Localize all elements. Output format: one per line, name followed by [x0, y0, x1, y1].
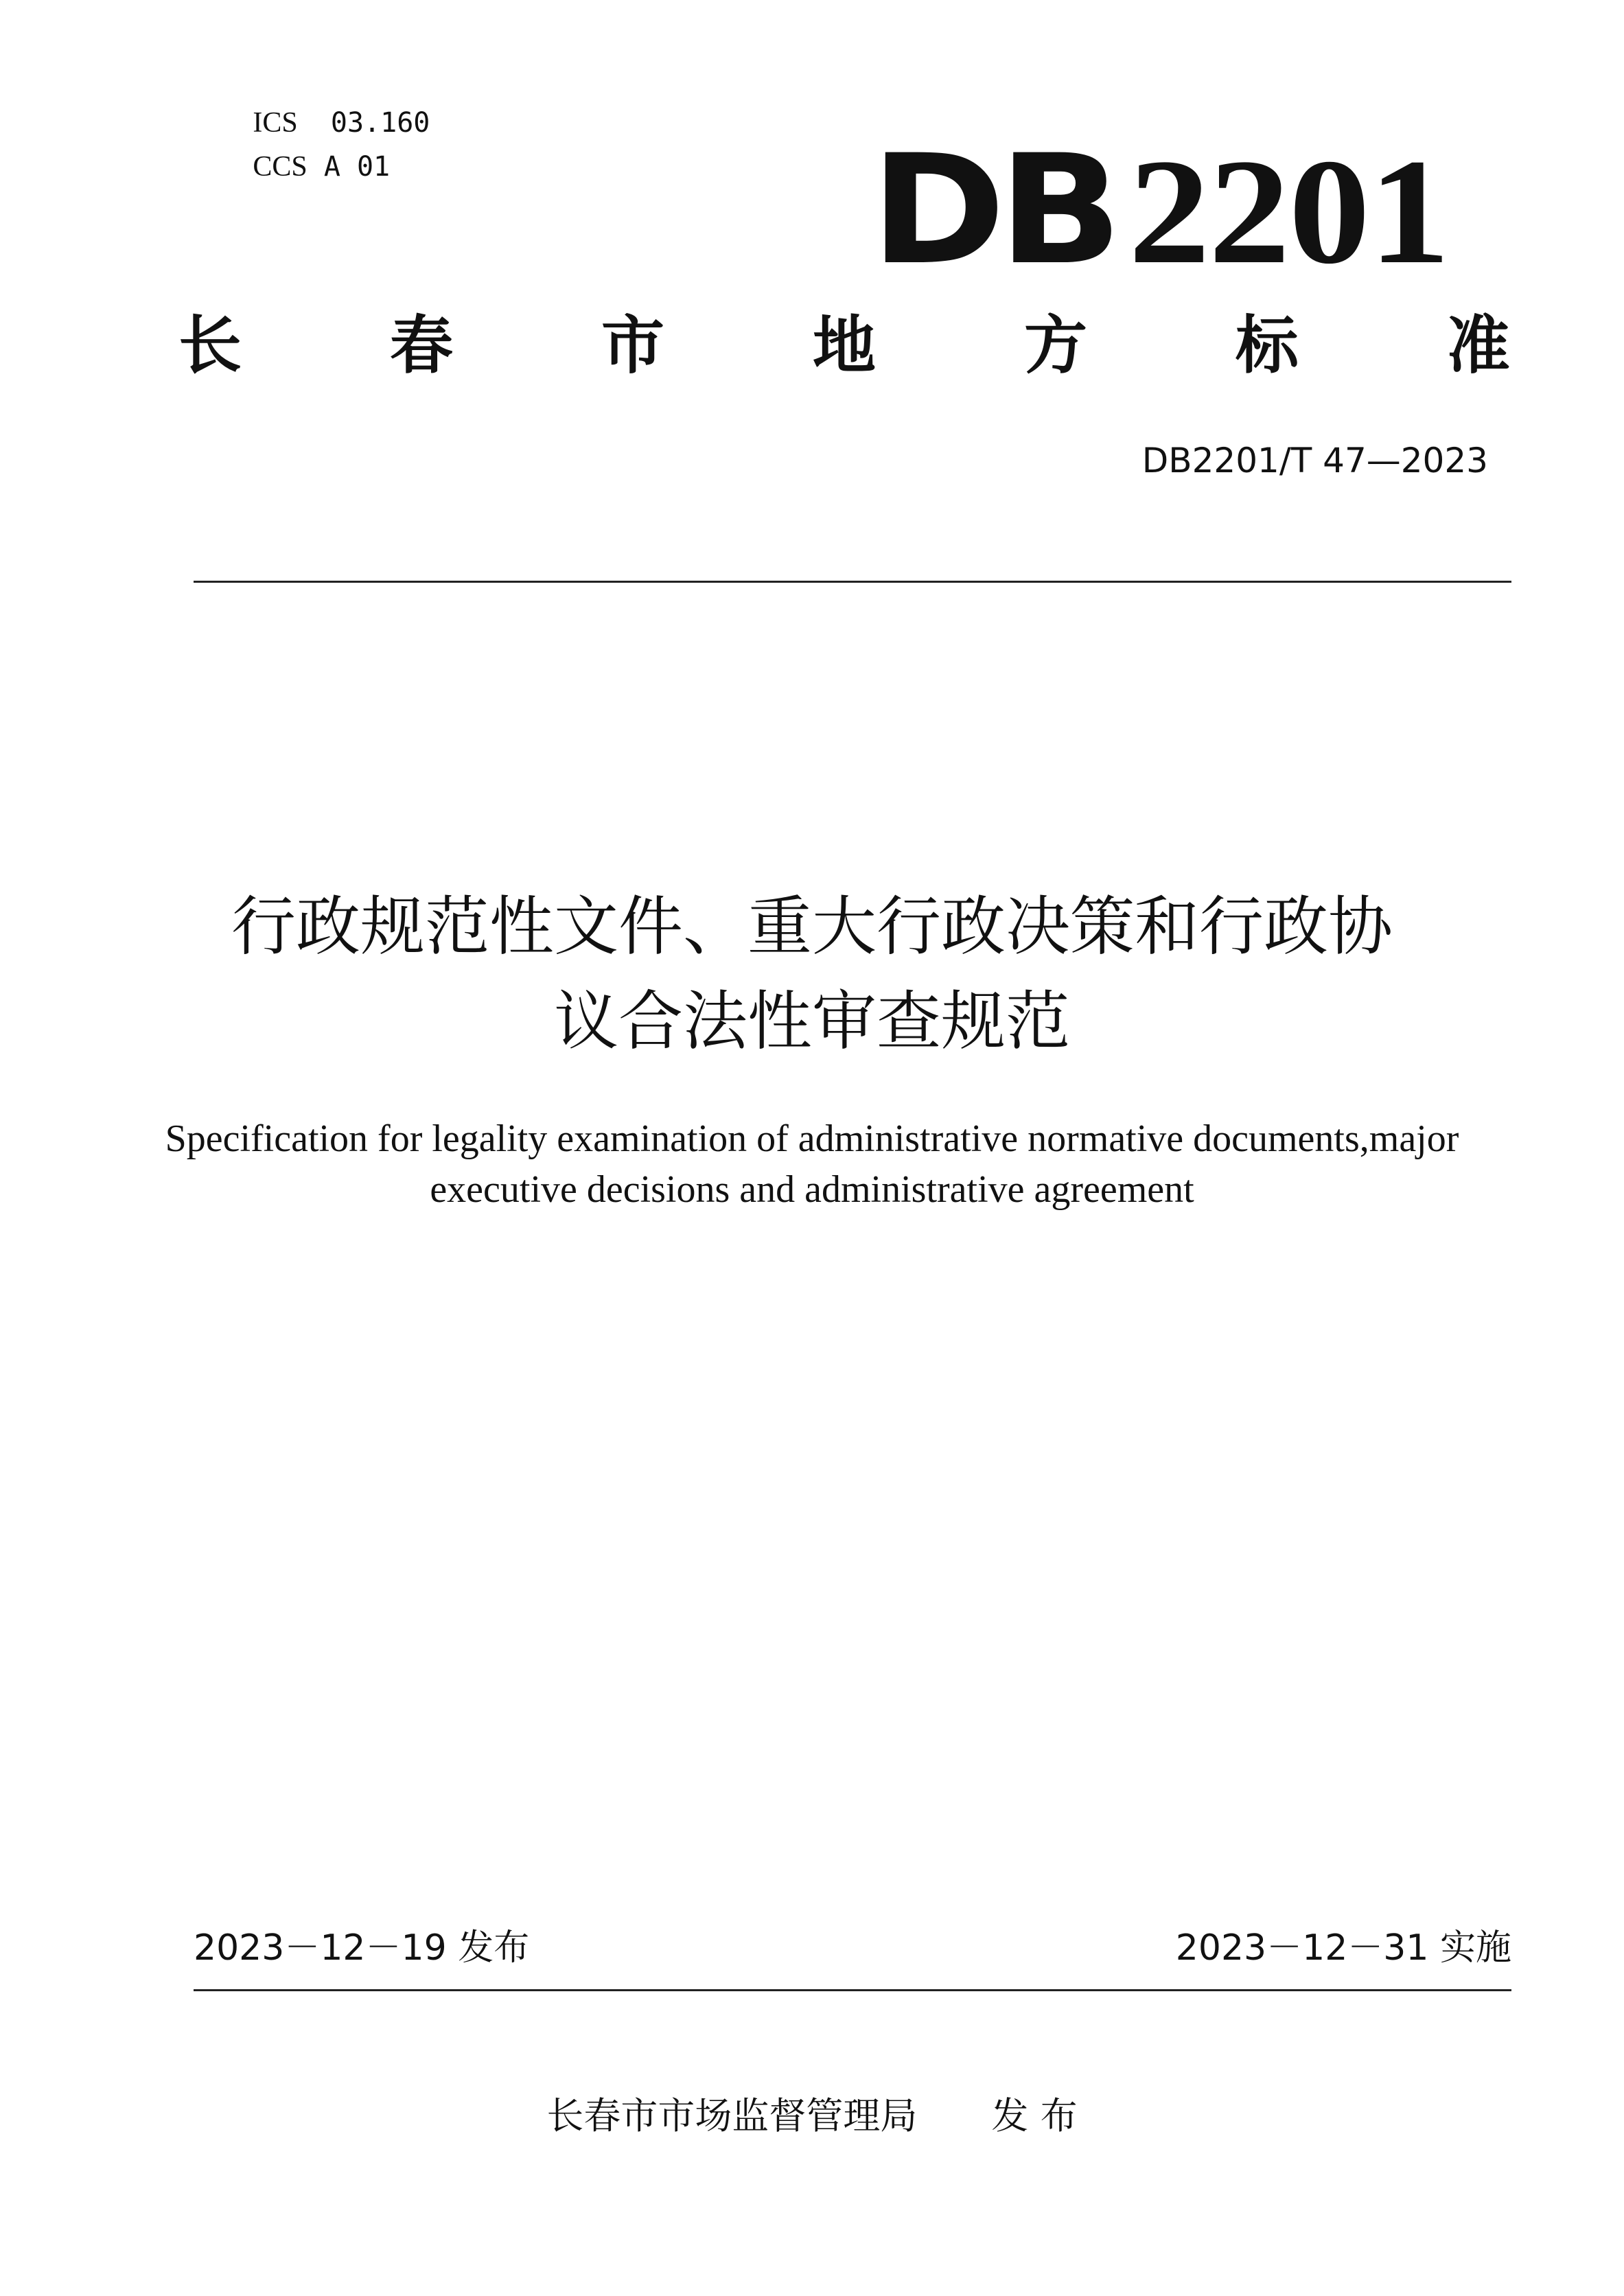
standard-number: DB2201/T 47—2023 — [1141, 441, 1488, 480]
db-code: 2201 — [1128, 128, 1449, 295]
top-divider — [194, 581, 1511, 583]
title-english — [124, 1113, 1500, 1215]
title-cn-line-1: 行政规范性文件、重大行政决策和行政协 — [231, 890, 1393, 964]
standard-type-char: 标 — [1235, 309, 1299, 382]
ics-code: 03.160 — [330, 107, 430, 139]
standard-type-char: 地 — [812, 309, 876, 382]
title-en-line-2: executive decisions and administrative agreement — [430, 1168, 1194, 1211]
publish-date: 2023－12－19 发布 — [194, 1927, 530, 1969]
standard-type-char: 准 — [1446, 309, 1510, 382]
standard-type-char: 方 — [1023, 309, 1087, 382]
publisher: 长春市市场监督管理局 发 布 — [546, 2094, 1078, 2137]
ccs-code: A 01 — [323, 151, 391, 183]
standard-type-heading — [178, 309, 1510, 382]
standard-type-char: 市 — [601, 309, 664, 382]
ics-label: ICS — [253, 107, 298, 139]
title-cn-line-2: 议合法性审查规范 — [553, 984, 1070, 1059]
ccs-label: CCS — [253, 151, 308, 183]
standard-type-char: 长 — [178, 309, 242, 382]
db-standard-mark — [870, 122, 1449, 298]
bottom-divider — [194, 1989, 1511, 1991]
ccs-line — [187, 125, 390, 209]
title-en-line-1: Specification for legality examination of administrative normative documents,major — [165, 1117, 1459, 1160]
implement-date: 2023－12－31 实施 — [1175, 1927, 1511, 1969]
db-prefix: DB — [870, 122, 1115, 298]
title-chinese — [124, 880, 1500, 1069]
standard-type-char: 春 — [389, 309, 453, 382]
